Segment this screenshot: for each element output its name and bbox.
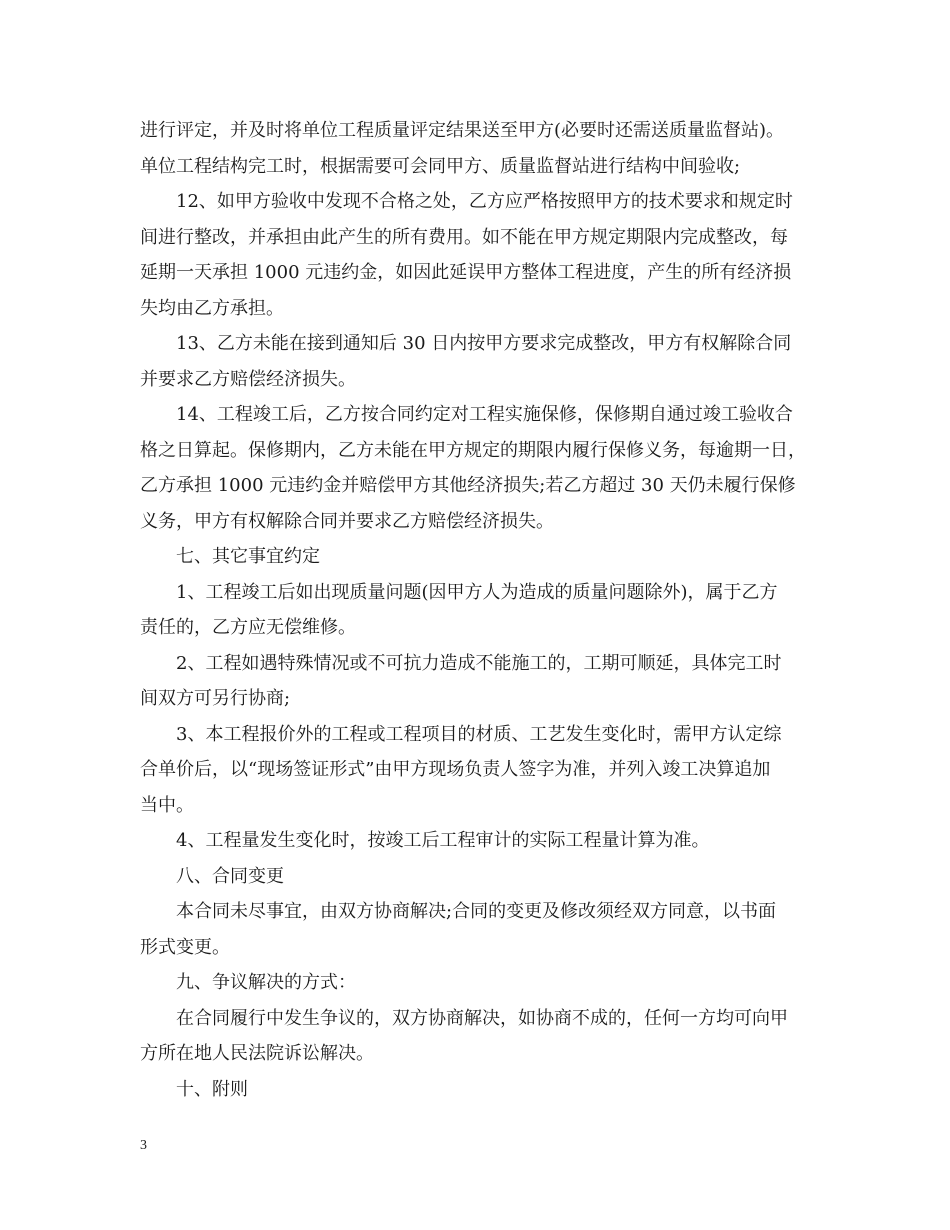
text-line: 13、乙方未能在接到通知后 30 日内按甲方要求完成整改，甲方有权解除合同 bbox=[176, 333, 792, 354]
text-line: 3、本工程报价外的工程或工程项目的材质、工艺发生变化时，需甲方认定综 bbox=[176, 723, 782, 745]
text-line: 并要求乙方赔偿经济损失。 bbox=[140, 368, 356, 390]
text-line: 方所在地人民法院诉讼解决。 bbox=[140, 1043, 374, 1064]
text-line: 1、工程竣工后如出现质量问题(因甲方人为造成的质量问题除外)，属于乙方 bbox=[176, 581, 778, 603]
text-line: 2、工程如遇特殊情况或不可抗力造成不能施工的，工期可顺延，具体完工时 bbox=[176, 652, 782, 674]
text-line: 失均由乙方承担。 bbox=[140, 297, 284, 319]
text-line: 责任的，乙方应无偿维修。 bbox=[140, 617, 356, 638]
page-number: 3 bbox=[140, 1138, 147, 1153]
text-line: 合单价后，以“现场签证形式”由甲方现场负责人签字为准，并列入竣工决算追加 bbox=[140, 759, 771, 780]
text-line: 格之日算起。保修期内，乙方未能在甲方规定的期限内履行保修义务，每逾期一日， bbox=[140, 439, 806, 461]
text-line: 十、附则 bbox=[176, 1078, 248, 1100]
text-line: 九、争议解决的方式： bbox=[176, 972, 356, 993]
text-line: 延期一天承担 1000 元违约金，如因此延误甲方整体工程进度，产生的所有经济损 bbox=[140, 262, 792, 283]
text-line: 七、其它事宜约定 bbox=[176, 546, 320, 567]
text-line: 单位工程结构完工时，根据需要可会同甲方、质量监督站进行结构中间验收; bbox=[140, 155, 741, 177]
text-line: 在合同履行中发生争议的，双方协商解决，如协商不成的，任何一方均可向甲 bbox=[176, 1007, 788, 1029]
text-line: 乙方承担 1000 元违约金并赔偿甲方其他经济损失;若乙方超过 30 天仍未履行保修 bbox=[140, 475, 796, 496]
text-line: 14、工程竣工后，乙方按合同约定对工程实施保修，保修期自通过竣工验收合 bbox=[176, 404, 793, 425]
document-body bbox=[140, 113, 812, 1107]
text-line: 进行评定，并及时将单位工程质量评定结果送至甲方(必要时还需送质量监督站)。 bbox=[140, 120, 785, 141]
text-line: 本合同未尽事宜，由双方协商解决;合同的变更及修改须经双方同意，以书面 bbox=[176, 901, 777, 922]
text-line: 八、合同变更 bbox=[176, 865, 284, 887]
text-line: 当中。 bbox=[140, 794, 194, 816]
text-line: 间进行整改，并承担由此产生的所有费用。如不能在甲方规定期限内完成整改，每 bbox=[140, 226, 788, 248]
text-line: 间双方可另行协商; bbox=[140, 688, 291, 709]
text-line: 4、工程量发生变化时，按竣工后工程审计的实际工程量计算为准。 bbox=[176, 830, 710, 851]
text-line: 义务，甲方有权解除合同并要求乙方赔偿经济损失。 bbox=[140, 510, 554, 532]
text-line: 12、如甲方验收中发现不合格之处，乙方应严格按照甲方的技术要求和规定时 bbox=[176, 191, 793, 212]
text-line: 形式变更。 bbox=[140, 936, 230, 958]
